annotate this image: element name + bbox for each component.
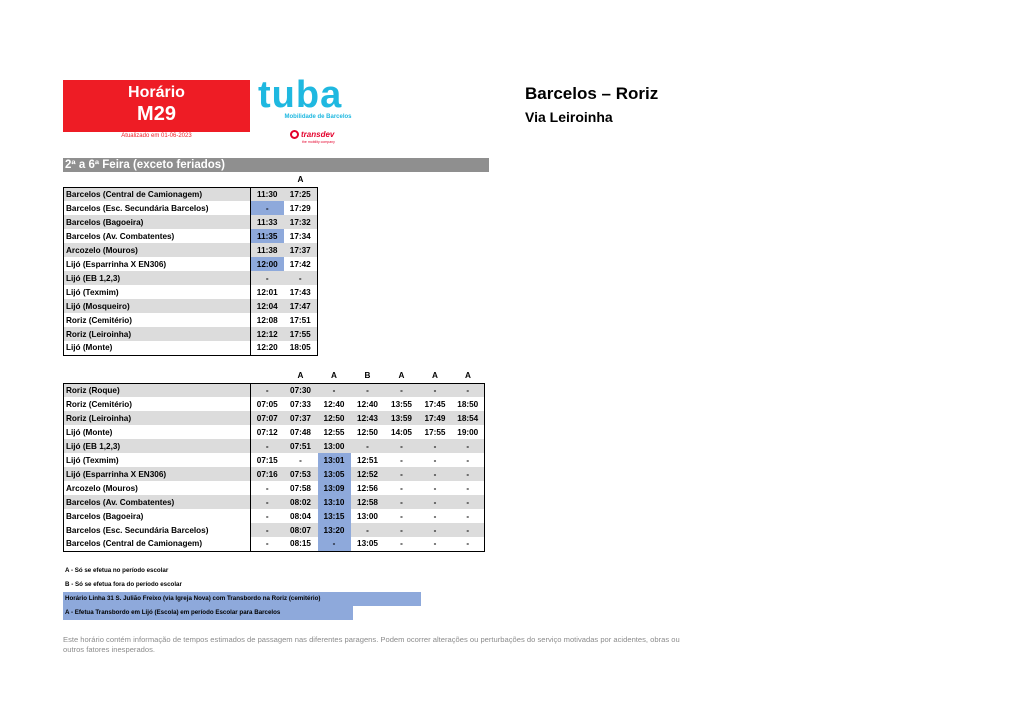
stop-name: Barcelos (Central de Camionagem) [64, 537, 251, 551]
table-row [64, 411, 485, 425]
time-cell: - [385, 537, 419, 551]
time-cell: 14:05 [391, 427, 412, 437]
table-row [64, 397, 485, 411]
time-cell: - [452, 467, 485, 481]
table-row [64, 495, 485, 509]
stop-name: Roriz (Roque) [64, 383, 251, 397]
time-cell: - [251, 439, 284, 453]
time-cell: 13:00 [318, 439, 351, 453]
route-via: Via Leiroinha [525, 109, 613, 125]
time-cell: 07:37 [284, 411, 318, 425]
time-cell: - [433, 511, 437, 521]
stop-name: Lijó (Monte) [64, 425, 251, 439]
table-row [64, 509, 485, 523]
trip-note-header: A [465, 371, 471, 381]
time-cell: 07:07 [251, 411, 284, 425]
note-line: B - Só se efetua fora do período escolar [65, 581, 182, 588]
updated-date: Atualizado em 01-06-2023 [121, 133, 192, 139]
tuba-tagline: Mobilidade de Barcelos [284, 114, 352, 120]
time-cell: 07:12 [256, 427, 278, 437]
stop-name: Barcelos (Av. Combatentes) [64, 495, 251, 509]
time-cell: - [400, 511, 403, 521]
timetable-return [63, 369, 485, 552]
time-cell: - [385, 383, 419, 397]
time-cell: - [251, 271, 284, 285]
time-cell: - [299, 455, 302, 465]
stop-header [64, 369, 251, 383]
time-cell: 13:10 [318, 495, 351, 509]
stop-name: Roriz (Leiroinha) [64, 327, 251, 341]
time-cell: 11:30 [251, 187, 284, 201]
time-cell: - [318, 537, 351, 551]
time-cell: 17:25 [284, 187, 318, 201]
time-cell: - [452, 509, 485, 523]
trip-note-header: A [432, 371, 438, 381]
route-code: M29 [137, 103, 176, 125]
table-row [64, 481, 485, 495]
stop-name: Barcelos (Bagoeira) [64, 509, 251, 523]
trip-note-header: A [297, 371, 304, 381]
time-cell: 08:07 [284, 523, 318, 537]
time-cell: 13:09 [318, 481, 351, 495]
table-row [64, 537, 485, 551]
stop-name: Lijó (EB 1,2,3) [64, 439, 251, 453]
trip-note-header: B [364, 371, 371, 381]
table-row [64, 453, 485, 467]
table-row [64, 313, 318, 327]
time-cell: - [400, 455, 403, 465]
time-cell: 07:53 [284, 467, 318, 481]
time-cell: 07:48 [290, 427, 311, 437]
time-cell: 13:20 [318, 523, 351, 537]
time-cell: 17:55 [424, 427, 446, 437]
stop-name: Lijó (Monte) [64, 341, 251, 355]
time-cell: 12:52 [351, 467, 385, 481]
table-row [64, 187, 318, 201]
time-cell: - [251, 537, 284, 551]
time-cell: - [452, 383, 485, 397]
stop-name: Roriz (Cemitério) [64, 313, 251, 327]
time-cell: 07:16 [251, 467, 284, 481]
time-cell: 12:55 [323, 427, 345, 437]
time-cell: - [385, 523, 419, 537]
time-cell: - [419, 467, 452, 481]
time-cell: 17:32 [284, 215, 318, 229]
time-cell: 07:51 [284, 439, 318, 453]
route-badge [63, 80, 250, 132]
trip-note-header [251, 369, 284, 383]
route-title: Barcelos – Roriz [525, 84, 659, 103]
time-cell: - [284, 271, 318, 285]
time-cell: 12:12 [251, 327, 284, 341]
time-cell: 11:35 [251, 229, 284, 243]
table-row [64, 523, 485, 537]
stop-name: Barcelos (Esc. Secundária Barcelos) [64, 201, 251, 215]
stop-name: Barcelos (Av. Combatentes) [64, 229, 251, 243]
time-cell: 17:49 [419, 411, 452, 425]
time-cell: 11:33 [251, 215, 284, 229]
table-row [64, 243, 318, 257]
stop-header [64, 173, 251, 187]
time-cell: 07:58 [290, 483, 311, 493]
time-cell: 13:55 [391, 399, 412, 409]
time-cell: - [351, 523, 385, 537]
note-line: A - Efetua Transbordo em Lijó (Escola) em período Escolar para Barcelos [63, 606, 353, 620]
time-cell: 13:01 [318, 453, 351, 467]
transdev-logo [290, 130, 334, 139]
table-row [64, 439, 485, 453]
stop-name: Lijó (Esparrinha X EN306) [64, 467, 251, 481]
stop-name: Barcelos (Bagoeira) [64, 215, 251, 229]
table-row [64, 383, 485, 397]
stop-name: Lijó (Texmim) [64, 285, 251, 299]
time-cell: - [419, 439, 452, 453]
trip-note-header: A [297, 175, 304, 185]
time-cell: 17:29 [284, 201, 318, 215]
time-cell: 19:00 [452, 425, 485, 439]
time-cell: 13:05 [318, 467, 351, 481]
time-cell: - [351, 383, 385, 397]
time-cell: 13:05 [351, 537, 385, 551]
table-row [64, 467, 485, 481]
time-cell: - [400, 483, 403, 493]
time-cell: - [251, 383, 284, 397]
table-row [64, 299, 318, 313]
stop-name: Arcozelo (Mouros) [64, 243, 251, 257]
trip-note-header: A [398, 371, 405, 381]
time-cell: - [251, 495, 284, 509]
time-cell: - [419, 495, 452, 509]
time-cell: - [265, 511, 269, 521]
time-cell: 17:47 [284, 299, 318, 313]
table-row [64, 229, 318, 243]
time-cell: - [385, 495, 419, 509]
time-cell: - [433, 455, 437, 465]
time-cell: - [251, 523, 284, 537]
time-cell: 12:56 [357, 483, 378, 493]
time-cell: 12:00 [251, 257, 284, 271]
time-cell: 12:51 [357, 455, 378, 465]
time-cell: - [385, 439, 419, 453]
time-cell: 18:54 [452, 411, 485, 425]
time-cell: - [452, 523, 485, 537]
time-cell: 12:50 [357, 427, 378, 437]
stop-name: Arcozelo (Mouros) [64, 481, 251, 495]
time-cell: 17:37 [284, 243, 318, 257]
time-cell: 17:43 [284, 285, 318, 299]
time-cell: 12:40 [323, 399, 345, 409]
transdev-icon [290, 130, 299, 139]
time-cell: 08:02 [284, 495, 318, 509]
time-cell: 12:20 [251, 341, 284, 355]
time-cell: 12:43 [351, 411, 385, 425]
stop-name: Barcelos (Central de Camionagem) [64, 187, 251, 201]
table-row [64, 425, 485, 439]
time-cell: - [452, 537, 485, 551]
note-line: Horário Linha 31 S. Julião Freixo (via Igreja Nova) com Transbordo na Roriz (cemitério) [63, 592, 421, 606]
time-cell: 07:15 [256, 455, 278, 465]
stop-name: Lijó (Mosqueiro) [64, 299, 251, 313]
stop-name: Barcelos (Esc. Secundária Barcelos) [64, 523, 251, 537]
time-cell: 17:42 [284, 257, 318, 271]
stop-name: Lijó (Texmim) [64, 453, 251, 467]
time-cell: 13:59 [385, 411, 419, 425]
time-cell: - [419, 537, 452, 551]
stop-name: Lijó (EB 1,2,3) [64, 271, 251, 285]
time-cell: - [351, 439, 385, 453]
timetable-outbound [63, 173, 318, 356]
time-cell: 18:50 [452, 397, 485, 411]
disclaimer: Este horário contém informação de tempos estimados de passagem nas diferentes paragens. Podem ocorrer alterações ou perturbações do serviço motivadas por acidentes, obras ou outros fatores inesperados. [63, 635, 680, 654]
trip-note-header: A [331, 371, 337, 381]
time-cell: 12:58 [351, 495, 385, 509]
trip-note-header [251, 173, 284, 187]
time-cell: 08:04 [290, 511, 311, 521]
time-cell: 17:51 [284, 313, 318, 327]
time-cell: - [433, 483, 437, 493]
transdev-tagline: the mobility company [302, 140, 335, 144]
transdev-wordmark: transdev [301, 130, 335, 139]
table-row [64, 257, 318, 271]
time-cell: - [251, 201, 284, 215]
time-cell: - [318, 383, 351, 397]
time-cell: 07:30 [284, 383, 318, 397]
table-row [64, 285, 318, 299]
notes [63, 564, 423, 620]
time-cell: - [452, 495, 485, 509]
stop-name: Roriz (Leiroinha) [64, 411, 251, 425]
time-cell: - [452, 481, 485, 495]
time-cell: 12:50 [318, 411, 351, 425]
time-cell: - [385, 467, 419, 481]
time-cell: 12:01 [256, 287, 278, 297]
table-row [64, 271, 318, 285]
stop-name: Lijó (Esparrinha X EN306) [64, 257, 251, 271]
time-cell: 12:04 [251, 299, 284, 313]
time-cell: - [419, 383, 452, 397]
time-cell: 07:05 [256, 399, 278, 409]
service-days-bar: 2ª a 6ª Feira (exceto feriados) [63, 158, 489, 172]
time-cell: 13:00 [357, 511, 378, 521]
time-cell: 17:34 [284, 229, 318, 243]
note-line: A - Só se efetua no período escolar [65, 567, 169, 574]
time-cell: 17:55 [284, 327, 318, 341]
time-cell: 07:33 [290, 399, 311, 409]
badge-label: Horário [128, 84, 185, 101]
time-cell: - [265, 483, 269, 493]
time-cell: 13:15 [318, 509, 351, 523]
table-row [64, 327, 318, 341]
time-cell: 18:05 [284, 341, 318, 355]
table-row [64, 215, 318, 229]
tuba-logo: tuba [258, 74, 343, 116]
time-cell: - [419, 523, 452, 537]
time-cell: 17:45 [424, 399, 446, 409]
time-cell: - [452, 439, 485, 453]
time-cell: 12:40 [357, 399, 378, 409]
time-cell: - [452, 453, 485, 467]
table-row [64, 201, 318, 215]
time-cell: 11:38 [251, 243, 284, 257]
table-row [64, 341, 318, 355]
time-cell: 08:15 [284, 537, 318, 551]
stop-name: Roriz (Cemitério) [64, 397, 251, 411]
time-cell: 12:08 [256, 315, 278, 325]
